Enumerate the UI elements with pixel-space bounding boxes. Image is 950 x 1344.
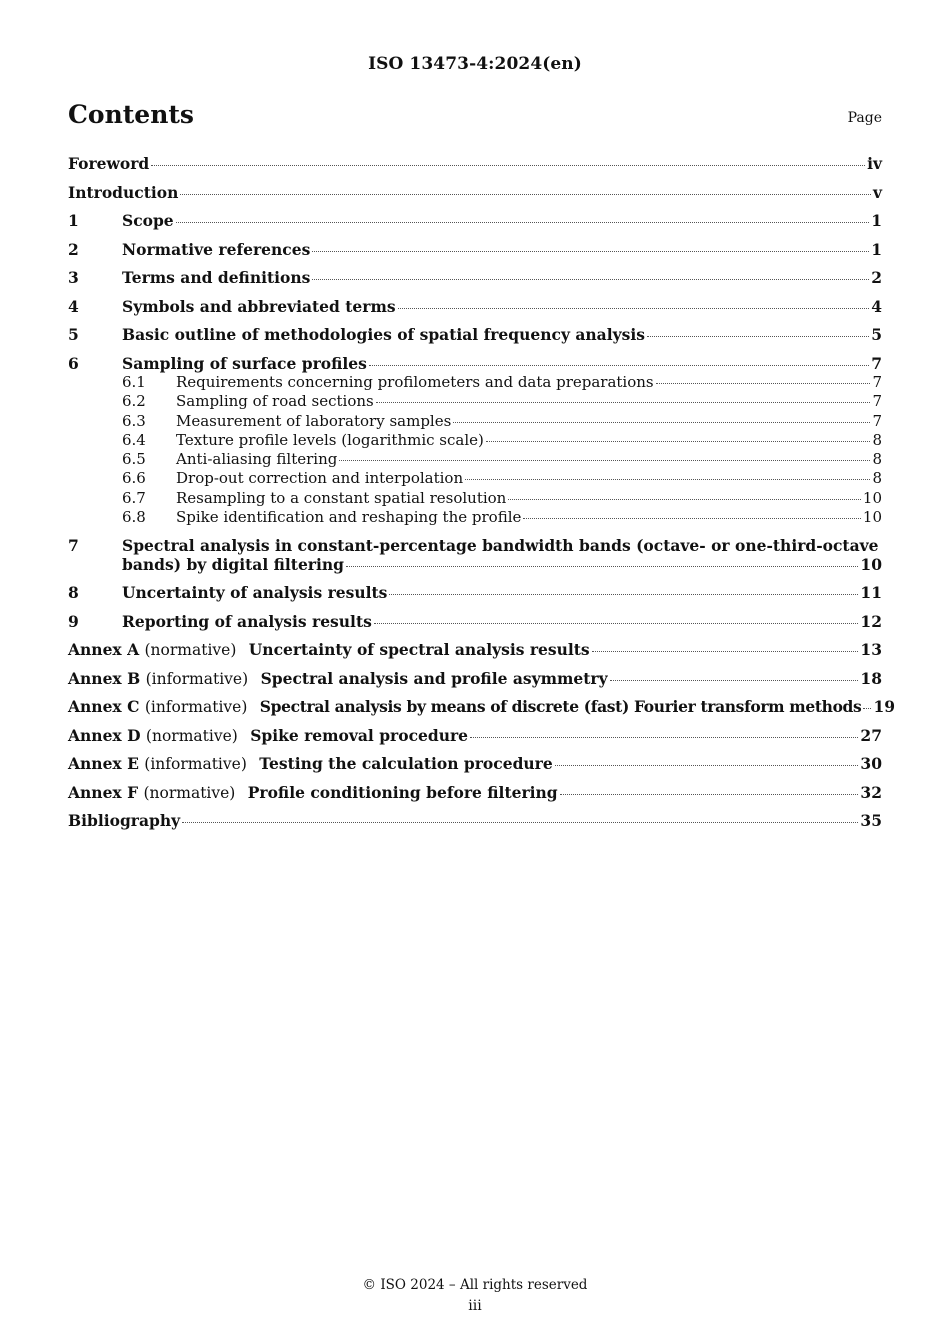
toc-page-number: 10: [860, 555, 882, 575]
toc-page-number: 10: [862, 508, 882, 527]
clause-number: 2: [68, 239, 79, 259]
dot-leader: [312, 251, 869, 252]
toc-page-number: 1: [871, 239, 882, 259]
annex-heading: [68, 783, 558, 802]
table-of-contents: [68, 154, 896, 840]
toc-entry-title: Texture profile levels (logarithmic scale): [176, 430, 484, 449]
page-number: iii: [468, 1298, 482, 1314]
toc-entry-subclause-6-3[interactable]: [68, 412, 882, 431]
toc-page-number: 7: [871, 353, 882, 373]
toc-entry-introduction[interactable]: [68, 183, 882, 212]
toc-entry-subclause-6-1[interactable]: [68, 373, 882, 392]
toc-entry-subclause-6-4[interactable]: [68, 431, 882, 450]
contents-title: Contents: [68, 100, 195, 129]
annex-heading: [68, 754, 553, 773]
clause-number: 7: [68, 536, 79, 556]
annex-label: Annex E: [68, 754, 139, 774]
toc-entry-subclause-6-5[interactable]: [68, 450, 882, 469]
dot-leader: [486, 441, 871, 442]
toc-entry-title: Drop-out correction and interpolation: [176, 469, 464, 488]
dot-leader: [180, 194, 871, 195]
annex-heading: [68, 697, 861, 716]
clause-number: 8: [68, 583, 79, 603]
toc-page-number: 11: [860, 583, 882, 603]
toc-entry-title: Terms and definitions: [122, 268, 311, 287]
annex-label: Annex B: [68, 668, 141, 688]
clause-number: 3: [68, 268, 79, 287]
toc-page-number: 1: [871, 211, 882, 230]
annex-title: Profile conditioning before filtering: [247, 782, 558, 802]
toc-entry-title: Introduction: [68, 182, 179, 202]
annex-title: Spike removal procedure: [250, 725, 468, 745]
dot-leader: [312, 279, 869, 280]
dot-leader: [176, 222, 870, 223]
toc-page-number: 10: [862, 488, 882, 507]
clause-number: 6: [68, 353, 79, 373]
dot-leader: [398, 308, 870, 309]
subclause-number: 6.6: [122, 469, 146, 488]
toc-entry-title: Requirements concerning profilometers and data preparations: [176, 373, 654, 391]
toc-entry-annex-f[interactable]: [68, 783, 882, 812]
copyright-notice: © ISO 2024 – All rights reserved: [362, 1277, 588, 1293]
subclause-number: 6.3: [122, 411, 146, 430]
annex-title: Spectral analysis and profile asymmetry: [260, 668, 608, 688]
toc-page-number: v: [872, 182, 882, 202]
toc-page-number: 12: [860, 611, 882, 631]
clause-number: 4: [68, 296, 79, 316]
dot-leader: [560, 794, 859, 795]
toc-entry-clause-4[interactable]: [68, 297, 882, 326]
dot-leader: [863, 708, 871, 709]
toc-page-number: 4: [871, 296, 882, 316]
annex-label: Annex C: [68, 697, 140, 717]
document-header: ISO 13473-4:2024(en): [368, 54, 582, 74]
annex-title: Testing the calculation procedure: [259, 754, 553, 774]
toc-page-number: 13: [860, 640, 882, 660]
toc-entry-clause-9[interactable]: [68, 612, 882, 641]
toc-page-number: 30: [860, 754, 882, 774]
toc-entry-annex-b[interactable]: [68, 669, 882, 698]
toc-entry-title: Normative references: [122, 239, 311, 259]
clause-number: 5: [68, 325, 79, 344]
annex-label: Annex A: [68, 640, 140, 660]
dot-leader: [656, 383, 871, 384]
annex-title: Spectral analysis by means of discrete (fast) Fourier transform methods: [259, 697, 862, 717]
dot-leader: [647, 336, 869, 337]
annex-label: Annex F: [68, 782, 139, 802]
toc-entry-annex-d[interactable]: [68, 726, 882, 755]
toc-entry-title: Symbols and abbreviated terms: [122, 296, 396, 316]
subclause-number: 6.7: [122, 488, 146, 507]
toc-page-number: 19: [873, 697, 896, 717]
toc-page-number: 8: [872, 450, 882, 469]
subclause-list: [68, 373, 882, 527]
toc-page-number: 8: [872, 430, 882, 449]
annex-label: Annex D: [68, 725, 141, 745]
dot-leader: [453, 422, 870, 423]
toc-page-number: 7: [872, 392, 882, 411]
toc-entry-annex-c[interactable]: [68, 697, 896, 726]
clause-number: 9: [68, 611, 79, 631]
toc-entry-title-line1: Spectral analysis in constant-percentage bandwidth bands (octave- or one-third-octave: [122, 536, 879, 556]
toc-entry-title: Basic outline of methodologies of spatial frequency analysis: [122, 325, 645, 344]
toc-page-number: 35: [860, 811, 882, 831]
toc-entry-subclause-6-6[interactable]: [68, 469, 882, 488]
annex-title: Uncertainty of spectral analysis results: [248, 640, 590, 660]
toc-entry-foreword[interactable]: [68, 154, 882, 183]
dot-leader: [610, 680, 859, 681]
toc-entry-clause-7[interactable]: [68, 536, 882, 574]
annex-type: (informative): [144, 755, 247, 774]
toc-page-number: 8: [872, 469, 882, 488]
toc-entry-title: Reporting of analysis results: [122, 611, 372, 631]
toc-page-number: 5: [871, 325, 882, 344]
toc-entry-title: Scope: [122, 211, 174, 230]
dot-leader: [389, 594, 858, 595]
annex-heading: [68, 640, 590, 659]
toc-entry-clause-1[interactable]: [68, 211, 882, 240]
subclause-number: 6.5: [122, 450, 146, 469]
dot-leader: [465, 479, 870, 480]
toc-entry-subclause-6-2[interactable]: [68, 392, 882, 411]
annex-type: (normative): [145, 726, 238, 745]
page-column-label: Page: [847, 110, 882, 126]
toc-entry-subclause-6-7[interactable]: [68, 489, 882, 508]
dot-leader: [346, 566, 858, 567]
toc-entry-title: Measurement of laboratory samples: [176, 411, 452, 430]
annex-type: (normative): [143, 783, 236, 802]
toc-page-number: 2: [871, 268, 882, 287]
toc-page-number: 18: [860, 668, 882, 688]
toc-page-number: 7: [872, 373, 882, 391]
toc-entry-clause-5[interactable]: [68, 325, 882, 354]
toc-entry-title: Bibliography: [68, 811, 181, 831]
annex-heading: [68, 669, 608, 688]
dot-leader: [182, 822, 858, 823]
dot-leader: [151, 165, 865, 166]
dot-leader: [508, 499, 861, 500]
toc-entry-clause-3[interactable]: [68, 268, 882, 297]
toc-page-number: iv: [867, 154, 882, 173]
toc-entry-title: Anti-aliasing filtering: [176, 450, 338, 469]
dot-leader: [523, 518, 861, 519]
annex-type: (normative): [144, 641, 237, 660]
annex-type: (informative): [145, 669, 249, 688]
subclause-number: 6.1: [122, 373, 146, 391]
toc-entry-clause-2[interactable]: [68, 240, 882, 269]
toc-entry-title: Sampling of road sections: [176, 392, 374, 411]
dot-leader: [555, 765, 859, 766]
dot-leader: [369, 365, 869, 366]
toc-entry-title-line2: bands) by digital filtering: [122, 555, 344, 575]
toc-entry-title: Resampling to a constant spatial resolution: [176, 488, 507, 507]
toc-entry-title: Uncertainty of analysis results: [122, 583, 388, 603]
subclause-number: 6.2: [122, 392, 146, 411]
clause-number: 1: [68, 211, 79, 230]
toc-entry-subclause-6-8[interactable]: [68, 508, 882, 527]
subclause-number: 6.4: [122, 430, 146, 449]
dot-leader: [376, 402, 871, 403]
toc-entry-title: Sampling of surface profiles: [122, 353, 367, 373]
subclause-number: 6.8: [122, 508, 146, 527]
toc-page-number: 27: [860, 725, 882, 745]
dot-leader: [374, 623, 859, 624]
toc-entry-title: Foreword: [68, 154, 150, 173]
dot-leader: [470, 737, 858, 738]
dot-leader: [592, 651, 859, 652]
annex-type: (informative): [144, 698, 248, 717]
annex-heading: [68, 726, 468, 745]
toc-entry-annex-e[interactable]: [68, 754, 882, 783]
toc-page-number: 7: [872, 411, 882, 430]
toc-entry-clause-8[interactable]: [68, 583, 882, 612]
toc-entry-annex-a[interactable]: [68, 640, 882, 669]
toc-entry-bibliography[interactable]: [68, 811, 882, 840]
dot-leader: [339, 460, 870, 461]
toc-entry-title: Spike identification and reshaping the profile: [176, 508, 522, 527]
toc-page-number: 32: [860, 782, 882, 802]
